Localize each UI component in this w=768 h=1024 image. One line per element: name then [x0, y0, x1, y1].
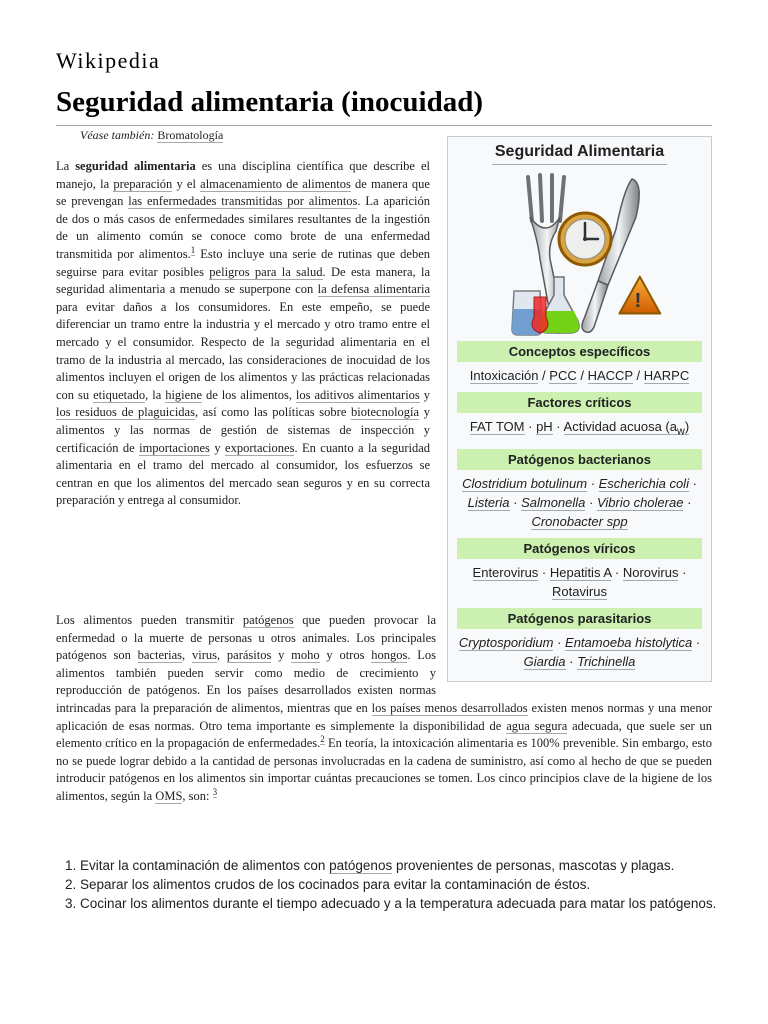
link-paises-menos-desarrollados[interactable]: los países menos desarrollados [371, 700, 528, 715]
link-text: ) [684, 419, 690, 434]
list-item: 3. Cocinar los alimentos durante el tiempo adecuado y a la temperatura adecuada para matar los patógenos. [80, 895, 740, 912]
title-divider [56, 125, 712, 126]
link-enterovirus[interactable]: Enterovirus [472, 564, 539, 580]
separator: · [683, 494, 692, 510]
text: , así como las políticas sobre [194, 405, 352, 420]
link-salmonella[interactable]: Salmonella [521, 494, 586, 510]
separator: · [509, 494, 522, 510]
text: y [419, 387, 430, 402]
link-bromatologia[interactable]: Bromatología [157, 128, 224, 142]
infobox-list-viricos [448, 559, 711, 604]
link-entamoeba[interactable]: Entamoeba histolytica [565, 634, 693, 650]
separator: · [538, 564, 550, 580]
separator: · [688, 475, 697, 491]
warning-symbol: ! [634, 290, 642, 312]
text: y alimentos y las normas de gestión de sistemas de inspección y certificación de [56, 405, 430, 455]
link-bacterias[interactable]: bacterias [137, 648, 183, 663]
infobox-header-viricos: Patógenos víricos [457, 538, 702, 559]
link-etiquetado[interactable]: etiquetado [93, 387, 146, 402]
paragraph-intro [56, 158, 430, 510]
text: y [209, 440, 226, 455]
text: adecuada, que suele ser un elemento crítico en la propagación de enfermedades. [56, 718, 712, 751]
reference-2[interactable]: 2 [320, 734, 325, 744]
text: . La aparición de dos o más casos de enfermedades similares resultantes de la ingestión de un alimento común se conoce como brote de una enfermedad transmitida por alimentos. [56, 194, 430, 261]
subscript: w [676, 425, 685, 438]
link-norovirus[interactable]: Norovirus [622, 564, 679, 580]
link-aditivos[interactable]: los aditivos alimentarios [295, 387, 420, 402]
link-ph[interactable]: pH [536, 419, 553, 434]
text: , [216, 648, 227, 663]
separator: · [524, 419, 537, 434]
link-defensa-alimentaria[interactable]: la defensa alimentaria [317, 282, 430, 297]
link-haccp[interactable]: HACCP [587, 368, 633, 383]
link-plaguicidas[interactable]: los residuos de plaguicidas [56, 405, 195, 420]
infobox-list-conceptos [448, 362, 711, 388]
link-clostridium[interactable]: Clostridium botulinum [462, 475, 588, 491]
link-almacenamiento[interactable]: almacenamiento de alimentos [200, 176, 351, 191]
link-virus[interactable]: virus [191, 648, 217, 663]
link-vibrio[interactable]: Vibrio cholerae [596, 494, 684, 510]
text: , [182, 648, 192, 663]
wikipedia-logo[interactable]: Wikipedia [56, 48, 161, 73]
link-cryptosporidium[interactable]: Cryptosporidium [458, 634, 554, 650]
link-agua-segura[interactable]: agua segura [506, 718, 568, 733]
separator: · [611, 564, 623, 580]
separator: / [538, 368, 550, 383]
text: La [56, 159, 76, 173]
link-listeria[interactable]: Listeria [467, 494, 510, 510]
link-pcc[interactable]: PCC [549, 368, 577, 383]
text: y el [172, 176, 201, 191]
separator: · [587, 475, 599, 491]
link-patogenos[interactable]: patógenos [242, 613, 294, 627]
list-item [80, 857, 740, 874]
link-preparacion[interactable]: preparación [113, 176, 173, 191]
text: . De esta manera, la seguridad alimentaria a menudo se superpone con [56, 264, 431, 297]
separator: · [552, 419, 564, 434]
link-fat-tom[interactable]: FAT TOM [469, 419, 525, 434]
link-higiene[interactable]: higiene [165, 387, 202, 402]
link-enfermedades-transmitidas[interactable]: las enfermedades transmitidas por alimentos [128, 194, 358, 209]
link-oms[interactable]: OMS [155, 788, 183, 803]
text: , son: [182, 788, 210, 803]
bold-term: seguridad alimentaria [75, 159, 196, 173]
separator: · [553, 634, 566, 650]
warning-triangle-icon [619, 277, 660, 314]
separator: · [678, 564, 687, 580]
infobox-title-underline [492, 164, 667, 165]
text: y [271, 648, 292, 663]
text: Esto incluye una serie de rutinas que deben seguirse para evitar posibles [56, 246, 430, 279]
text: En teoría, la intoxicación alimentaria es 100% prevenible. Sin embargo, esto no se puede lograr debido a la cantidad de personas involucradas en la cadena de suministro, así como al hecho de que se pueden introducir patógenos en los alimentos sin importar cuántas precauciones se tomen. Los cinco principios clave de la higiene de los alimentos, según la [56, 736, 712, 803]
infobox-title[interactable]: Seguridad Alimentaria [494, 143, 665, 160]
hatnote-prefix: Véase también: [80, 128, 155, 142]
link-text: Actividad acuosa (a [563, 419, 677, 434]
text: Evitar la contaminación de alimentos con [80, 858, 330, 873]
text: de los alimentos, [202, 387, 296, 402]
infobox-header-conceptos: Conceptos específicos [457, 341, 702, 362]
text: es una disciplina científica que describe el manejo, la [56, 159, 430, 191]
link-importaciones[interactable]: importaciones [139, 440, 210, 455]
text: existen menos normas y una menor aplicación de esas normas. Otro tema importante es simplemente la disponibilidad de [56, 700, 712, 733]
link-parasitos[interactable]: parásitos [226, 648, 272, 663]
infobox [447, 136, 712, 682]
infobox-header-parasitarios: Patógenos parasitarios [457, 608, 702, 629]
text: , la [145, 387, 166, 402]
link-giardia[interactable]: Giardia [523, 653, 566, 669]
infobox-header-bacterianos: Patógenos bacterianos [457, 449, 702, 470]
link-hongos[interactable]: hongos [371, 648, 408, 663]
separator: / [632, 368, 644, 383]
link-rotavirus[interactable]: Rotavirus [552, 583, 607, 599]
text: provenientes de personas, mascotas y plagas. [392, 858, 675, 873]
link-hepatitis-a[interactable]: Hepatitis A [549, 564, 612, 580]
link-cronobacter[interactable]: Cronobacter spp [531, 513, 628, 529]
principles-list [56, 857, 740, 914]
separator: · [585, 494, 597, 510]
text: y otros [319, 648, 372, 663]
clock-shape [559, 213, 611, 265]
hatnote [80, 128, 223, 143]
separator: · [565, 653, 578, 669]
link-peligros-salud[interactable]: peligros para la salud [209, 264, 323, 279]
text: que pueden provocar la enfermedad o la muerte de personas u otros animales. Los principales patógenos son [56, 613, 436, 663]
text: Los alimentos pueden transmitir [56, 613, 243, 627]
infobox-header-factores: Factores críticos [457, 392, 702, 413]
text: para evitar daños a los consumidores. En este empeño, se puede diferenciar un tramo entre la industria y el mercado y otro tramo entre el mercado y el consumidor. Respecto de la seguridad alimentaria en el tramo de la industria al mercado, las consideraciones de inocuidad de los alimentos incluyen el origen de los alimentos y las prácticas relacionadas con su [56, 299, 430, 402]
infobox-list-parasitarios [448, 629, 711, 674]
link-harpc[interactable]: HARPC [643, 368, 690, 383]
link-patogenos-list[interactable]: patógenos [329, 858, 393, 873]
link-trichinella[interactable]: Trichinella [577, 653, 636, 669]
page-title: Seguridad alimentaria (inocuidad) [56, 86, 483, 118]
link-moho[interactable]: moho [291, 648, 320, 663]
list-item: 2. Separar los alimentos crudos de los cocinados para evitar la contaminación de éstos. [80, 876, 740, 893]
separator: · [692, 634, 701, 650]
link-biotecnologia[interactable]: biotecnología [351, 405, 420, 420]
link-actividad-acuosa[interactable] [563, 419, 690, 438]
link-exportaciones[interactable]: exportaciones [225, 440, 295, 455]
text: . Los alimentos también pueden servir como medio de crecimiento y reproducción de patógenos. En los países desarrollados existen normas intrincadas para la preparación de alimentos, mientras que en [56, 648, 437, 715]
infobox-list-bacterianos [448, 470, 711, 534]
link-intoxicacion[interactable]: Intoxicación [469, 368, 539, 383]
food-safety-icon[interactable] [448, 169, 713, 337]
infobox-list-factores [448, 413, 711, 445]
text: . En cuanto a la seguridad alimentaria en el tramo del mercado al consumidor, los esfuerzos se centran en que los alimentos del mercado sean seguros y en su correcta preparación y entrega al consumidor. [56, 440, 431, 508]
separator: / [576, 368, 588, 383]
reference-1[interactable]: 1 [190, 244, 196, 255]
reference-3[interactable]: 3 [212, 786, 218, 797]
text: de manera que se prevengan [56, 176, 430, 209]
link-escherichia[interactable]: Escherichia coli [598, 475, 689, 491]
